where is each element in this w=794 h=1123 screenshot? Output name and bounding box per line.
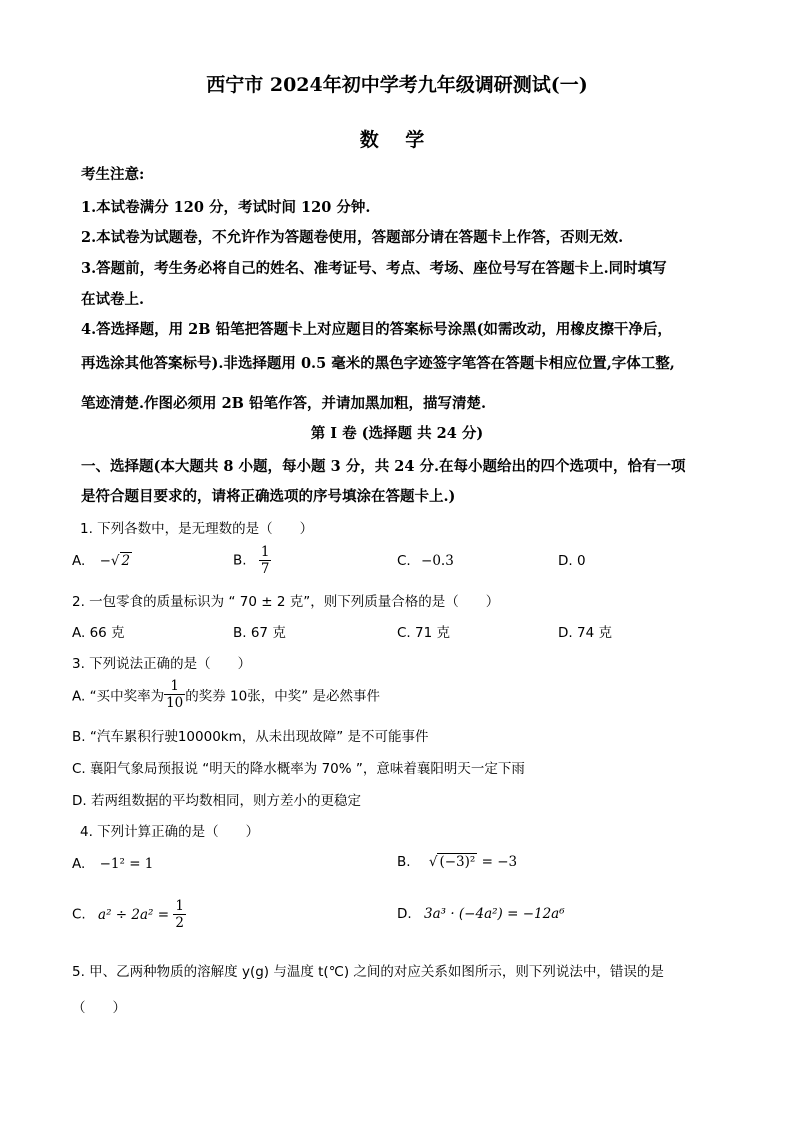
notice-line-6: 再选涂其他答案标号).非选择题用 0.5 毫米的黑色字迹签字笔答在答题卡相应位置,字体工整, bbox=[81, 355, 675, 372]
q3-fraction: $\frac{1}{10}$ bbox=[166, 678, 184, 711]
q1-option-b bbox=[233, 544, 271, 577]
q4-stem: 4. 下列计算正确的是（ ） bbox=[80, 824, 260, 840]
q2-option-a: A. 66 克 bbox=[72, 625, 125, 641]
subject-title: 数 学 bbox=[359, 129, 435, 151]
q2-option-b: B. 67 克 bbox=[233, 625, 286, 641]
q3-option-a: A. “买中奖率为 $\frac{1}{10}$ 的奖券 10张，中奖” 是必然事件 bbox=[72, 678, 381, 711]
notice-line-1: 1.本试卷满分 120 分，考试时间 120 分钟. bbox=[81, 199, 371, 216]
q5-stem: 5. 甲、乙两种物质的溶解度 y(g) 与温度 t(℃) 之间的对应关系如图所示，则下列说法中，错误的是 bbox=[72, 964, 664, 980]
q2-option-d: D. 74 克 bbox=[558, 625, 612, 641]
q2-stem: 2. 一包零食的质量标识为 “ 70 ± 2 克”，则下列质量合格的是（ ） bbox=[72, 594, 500, 610]
q3-stem: 3. 下列说法正确的是（ ） bbox=[72, 656, 252, 672]
q4-option-d: D. 3a³ · (−4a²) = −12a⁶ bbox=[397, 906, 565, 922]
section-title: 第 I 卷 (选择题 共 24 分) bbox=[310, 425, 484, 442]
q1-option-b-fraction: $\frac{1}{7}$ bbox=[260, 544, 270, 577]
notice-line-2: 2.本试卷为试题卷，不允许作为答题卷使用，答题部分请在答题卡上作答，否则无效. bbox=[81, 229, 624, 246]
section-instructions-2: 是符合题目要求的，请将正确选项的序号填涂在答题卡上.) bbox=[81, 488, 456, 505]
exam-title: 西宁市 2024年初中学考九年级调研测试(一) bbox=[206, 74, 588, 96]
q5-answer-paren: （ ） bbox=[72, 1000, 126, 1016]
q3-option-c: C. 襄阳气象局预报说 “明天的降水概率为 70% ”，意味着襄阳明天一定下雨 bbox=[72, 761, 525, 777]
q3-option-b: B. “汽车累积行驶10000km，从未出现故障” 是不可能事件 bbox=[72, 729, 429, 745]
q1-option-a-label: A. bbox=[72, 553, 86, 569]
q4-fraction: $\frac{1}{2}$ bbox=[175, 898, 184, 931]
notice-line-7: 笔迹清楚.作图必须用 2B 铅笔作答，并请加黑加粗，描写清楚. bbox=[81, 395, 487, 412]
notice-line-4: 在试卷上. bbox=[81, 291, 145, 308]
q4-option-a: A. −1² = 1 bbox=[72, 856, 154, 872]
q1-option-b-label: B. bbox=[233, 552, 247, 569]
q1-option-a-radicand: 2 bbox=[121, 553, 131, 569]
q2-option-c: C. 71 克 bbox=[397, 625, 450, 641]
q4-option-b: B. √ (−3)² = −3 bbox=[397, 854, 518, 870]
notice-line-3: 3.答题前，考生务必将自己的姓名、准考证号、考点、考场、座位号写在答题卡上.同时填写 bbox=[81, 260, 667, 277]
q4-option-c: C. a² ÷ 2a² = $\frac{1}{2}$ bbox=[72, 898, 184, 931]
section-instructions-1: 一、选择题(本大题共 8 小题，每小题 3 分，共 24 分.在每小题给出的四个选项中，恰有一项 bbox=[81, 458, 686, 475]
q1-stem: 1. 下列各数中，是无理数的是（ ） bbox=[80, 521, 314, 537]
notice-line-5: 4.答选择题，用 2B 铅笔把答题卡上对应题目的答案标号涂黑(如需改动，用橡皮擦干净后， bbox=[81, 321, 672, 338]
notice-heading: 考生注意: bbox=[81, 166, 145, 183]
q1-option-d: D. 0 bbox=[558, 553, 586, 569]
q1-option-a-sign: − bbox=[99, 553, 111, 569]
q1-option-a: A. −√ 2 bbox=[72, 553, 131, 569]
q3-option-d: D. 若两组数据的平均数相同，则方差小的更稳定 bbox=[72, 793, 361, 809]
q1-option-c: C. −0.3 bbox=[397, 553, 454, 569]
